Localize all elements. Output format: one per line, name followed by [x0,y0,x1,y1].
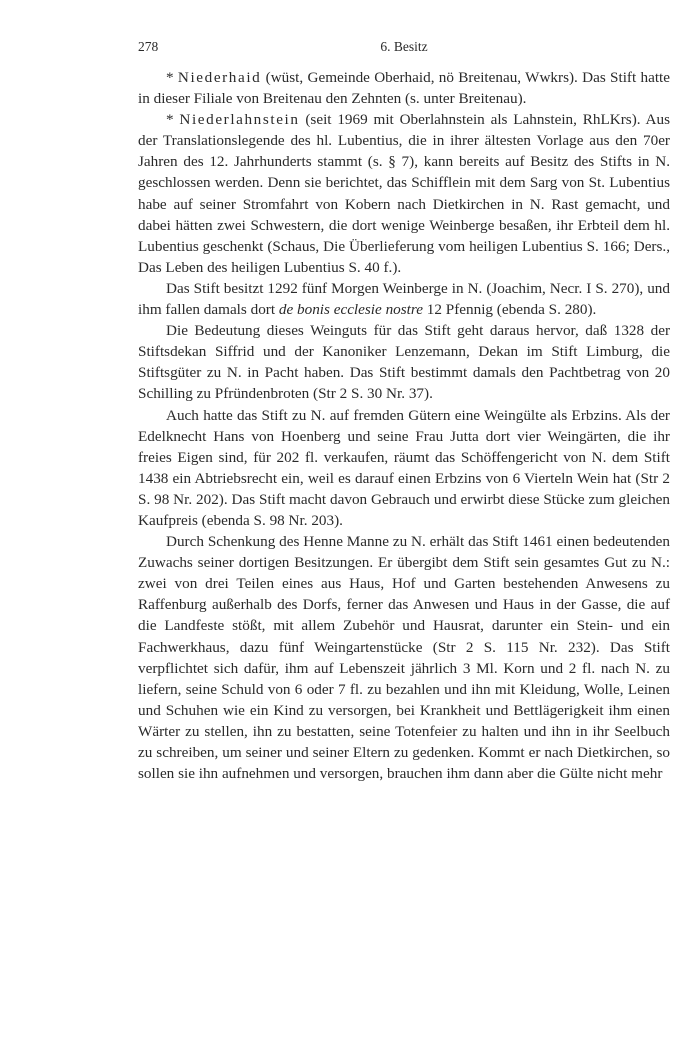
paragraph-1328: Die Bedeutung dieses Weinguts für das Stift geht daraus hervor, daß 1328 der Stiftsdekan Siffrid und der Kanoniker Lenzemann, Dekan im Stift Limburg, die Stiftsgüter zu N. in Pacht haben. Das Stift bestimmt damals den Pachtbetrag von 20 Schilling zu Pfründenbroten (Str 2 S. 30 Nr. 37). [138,322,670,403]
entry-marker: * [166,111,180,129]
page-header [138,36,670,58]
paragraph-text-after: 12 Pfennig (ebenda S. 280). [422,301,597,319]
place-name-niederlahnstein: Niederlahnstein [179,111,300,129]
entry-marker: * [166,69,178,86]
page-number: 278 [138,39,159,54]
paragraph-text-before: Das Stift besitzt 1292 fünf Morgen Weinberge in N. (Joachim, Necr. I S. 270), und ihm fallen damals dort [138,279,670,319]
paragraph-niederlahnstein [138,109,670,278]
paragraph-text: (wüst, Gemeinde Oberhaid, nö Breitenau, Wwkrs). Das Stift hatte in dieser Filiale von Breitenau den Zehnten (s. unter Breitenau). [138,69,670,108]
place-name-niederhaid: Niederhaid [177,69,262,86]
paragraph-1461: Durch Schenkung des Henne Manne zu N. erhält das Stift 1461 einen bedeutenden Zuwachs seiner dortigen Besitzungen. Er übergibt dem Stift sein gesamtes Gut zu N.: zwei von drei Teilen eines aus Haus, Hof und Garten bestehenden Anwesens zu Raffenburg außerhalb des Dorfs, ferner das Anwesen und Haus in der Gasse, die auf die Landfeste stößt, mit allem Zubehör und Hausrat, darunter ein Stein- und ein Fachwerkhaus, dazu fünf Weingartenstücke (Str 2 S. 115 Nr. 232). Das Stift verpflichtet sich dafür, ihm auf Lebenszeit jährlich 3 Ml. Korn und 2 fl. nach N. zu liefern, seine Schuld von 6 oder 7 fl. zu bezahlen und ihn mit Kleidung, Wolle, Leinen und Schuhen wie ein Kind zu versorgen, bei Krankheit und Bettlägerigkeit ihm einen Wärter zu stellen, ihn zu bestatten, seine Totenfeier zu halten und ihn in ihr Seelbuch zu schreiben, um seiner und seiner Eltern zu gedenken. Kommt er nach Dietkirchen, so sollen sie ihn aufnehmen und versorgen, brauchen ihm dann aber die Gülte nicht mehr [138,533,670,783]
paragraph-niederhaid [138,67,670,109]
latin-quote: de bonis ecclesie nostre [278,301,423,319]
book-page [138,36,670,784]
paragraph-1438: Auch hatte das Stift zu N. auf fremden Gütern eine Weingülte als Erbzins. Als der Edelknecht Hans von Hoenberg und seine Frau Jutta dort vier Weingärten, die ihr freies Eigen sind, für 202 fl. verkaufen, räumt das Schöffengericht von N. dem Stift 1438 ein Abtriebsrecht ein, weil es darauf einen Erbzins von 6 Vierteln Wein hat (Str 2 S. 98 Nr. 202). Das Stift macht davon Gebrauch und erwirbt diese Stücke zum gleichen Kaufpreis (ebenda S. 98 Nr. 203). [138,406,670,529]
paragraph-text: (seit 1969 mit Oberlahnstein als Lahnstein, RhLKrs). Aus der Translationslegende des hl. Lubentius, die in ihrer ältesten Vorlage aus den 70er Jahren des 12. Jahrhunderts stammt (s. § 7), kann bereits auf Besitz des Stifts in N. geschlossen werden. Denn sie berichtet, das Schifflein mit dem Sarg von St. Lubentius habe auf seiner Stromfahrt von Kobern nach Dietkirchen in N. Rast gemacht, und dabei hätten zwei Schwestern, die dort wenige Weinberge besaßen, ihr Erbteil dem hl. Lubentius geschenkt (Schaus, Die Überlieferung vom heiligen Lubentius S. 166; Ders., Das Leben des heiligen Lubentius S. 40 f.). [138,111,670,276]
paragraph-1292 [138,278,670,320]
running-head: 6. Besitz [380,39,428,54]
